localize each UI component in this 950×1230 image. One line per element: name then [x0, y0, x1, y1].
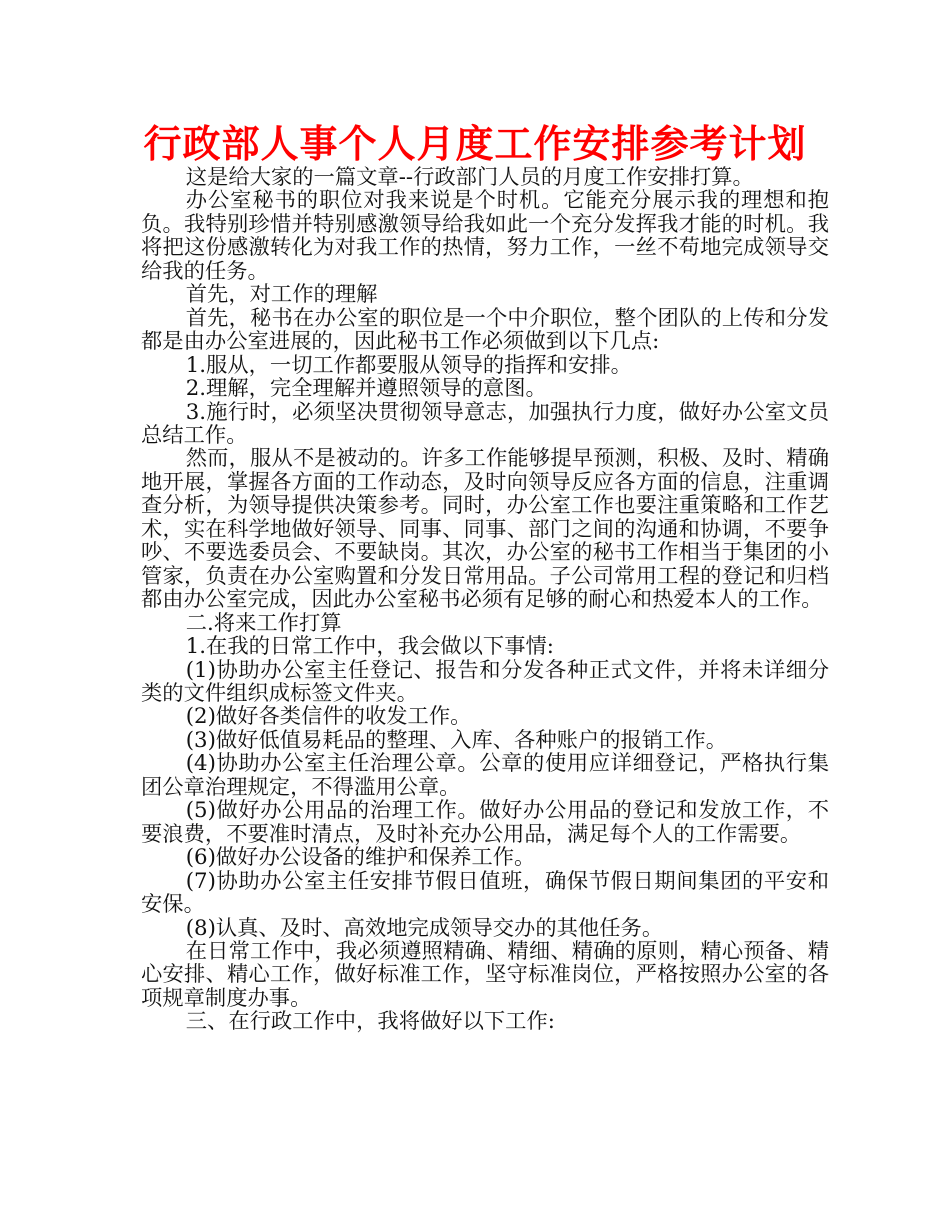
section-heading: 首先，对工作的理解 [185, 282, 378, 308]
paragraph: 1.在我的日常工作中，我会做以下事情: [185, 634, 554, 660]
list-item: 3.施行时，必须坚决贯彻领导意志，加强执行力度，做好办公室文员总结工作。 [141, 399, 829, 448]
list-item: (6)做好办公设备的维护和保养工作。 [185, 845, 536, 871]
document-title: 行政部人事个人月度工作安排参考计划 [143, 122, 807, 166]
paragraph: 办公室秘书的职位对我来说是个时机。它能充分展示我的理想和抱负。我特别珍惜并特别感激领导给我如此一个充分发挥我才能的时机。我将把这份感激转化为对我工作的热情，努力工作，一丝不苟地完成领导交给我的任务。 [141, 188, 829, 284]
list-item: 2.理解，完全理解并遵照领导的意图。 [185, 376, 547, 402]
list-item: (5)做好办公用品的治理工作。做好办公用品的登记和发放工作，不要浪费，不要准时清点，及时补充办公用品，满足每个人的工作需要。 [141, 798, 829, 847]
list-item: (2)做好各类信件的收发工作。 [185, 704, 472, 730]
list-item: (4)协助办公室主任治理公章。公章的使用应详细登记，严格执行集团公章治理规定，不得滥用公章。 [141, 751, 829, 800]
paragraph: 在日常工作中，我必须遵照精确、精细、精确的原则，精心预备、精心安排、精心工作，做好标准工作，坚守标准岗位，严格按照办公室的各项规章制度办事。 [141, 938, 829, 1011]
list-item: (8)认真、及时、高效地完成领导交办的其他任务。 [185, 915, 664, 941]
list-item: (1)协助办公室主任登记、报告和分发各种正式文件，并将未详细分类的文件组织成标签文件夹。 [141, 657, 829, 706]
list-item: 1.服从，一切工作都要服从领导的指挥和安排。 [185, 352, 632, 378]
paragraph: 首先，秘书在办公室的职位是一个中介职位，整个团队的上传和分发都是由办公室进展的，因此秘书工作必须做到以下几点: [141, 305, 829, 355]
document-body [141, 166, 829, 1034]
section-heading: 三、在行政工作中，我将做好以下工作: [185, 1009, 555, 1035]
paragraph: 然而，服从不是被动的。许多工作能够提早预测，积极、及时、精确地开展，掌握各方面的工作动态，及时向领导反应各方面的信息，注重调查分析，为领导提供决策参考。同时，办公室工作也要注重策略和工作艺术，实在科学地做好领导、同事、同事、部门之间的沟通和协调，不要争吵、不要选委员会、不要缺岗。其次，办公室的秘书工作相当于集团的小管家，负责在办公室购置和分发日常用品。子公司常用工程的登记和归档都由办公室完成，因此办公室秘书必须有足够的耐心和热爱本人的工作。 [141, 446, 829, 613]
paragraph: 这是给大家的一篇文章--行政部门人员的月度工作安排打算。 [185, 165, 754, 190]
section-heading: 二.将来工作打算 [185, 610, 342, 636]
list-item: (7)协助办公室主任安排节假日值班，确保节假日期间集团的平安和安保。 [141, 868, 829, 918]
list-item: (3)做好低值易耗品的整理、入库、各种账户的报销工作。 [185, 727, 728, 753]
